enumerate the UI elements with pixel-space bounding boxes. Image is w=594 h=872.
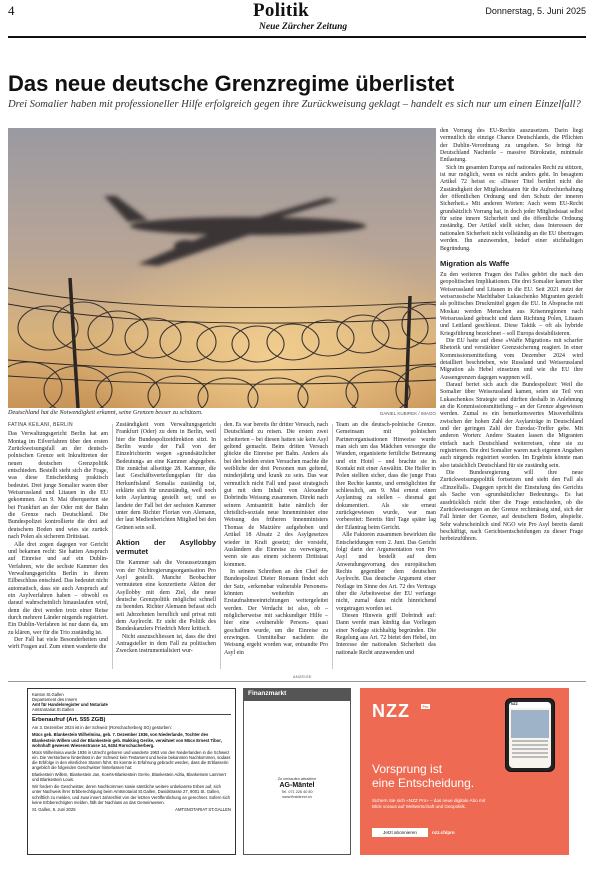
paragraph: Die Kammer sah die Voraussetzungen von der Nichtregierungsorganisation Pro Asyl gestellt. Manche Beobachter vermuteten eine konzertierte Aktion der Asyllobby mit dem Ziel, die neue deutsche Grenzpolitik möglichst schnell zu beenden. Richter Alemann befasst sich seit Jahrzehnten beruflich und privat mit dem Asylrecht. Er sieht die Politik des Bundeskanzlers Friedrich Merz kritisch.	[116, 560, 216, 633]
notice-line: Departement des Innern	[32, 697, 78, 703]
notice-person: Mücs geb. Blankestein Wilhelmina, geb. 7. Dezember 1936, von Niederlande, Tochter des Blankestein Willem und der Blankestein geb. Makking Gerike, verwitwet von Mücs Ernest Tibor, wohnhaft gewesen Wiesenstrasse 14, 9404 Rorschacherberg.	[32, 732, 222, 748]
notice-line: Kanton St.Gallen	[32, 692, 64, 697]
section-title: Politik	[253, 0, 309, 21]
masthead-rule	[8, 36, 586, 38]
subhead-migration: Migration als Waffe	[440, 258, 510, 268]
subhead-asyllobby: Aktion der Asyllobby vermutet	[116, 538, 216, 557]
paragraph: den Vorrang des EU-Rechts auszusetzen. Darin liegt vermutlich die einzige Chance Deutschlands, die Pflichten der Dublin-Verordnung zu umgehen. So bringt für Deutschland Nachteile – massive Bürokratie, minimale Entlastung.	[440, 128, 583, 164]
column-divider	[332, 424, 333, 669]
notice-text: Mücs Wilhelmina wurde 1936 in Utrecht geboren und wanderte 1963 von den Niederlanden in die Schweiz ein. Die Verstorbene hinterlässt in der Schweiz kein Testament und keine bekannten Nachkommen, sodass die Erbfolge in den elterlichen Stamm führt. Es konnte in Erfahrung gebracht werden, dass die Erblasserin angeblich die folgenden Geschwister hinterlassen hat:	[32, 749, 231, 771]
phone-text-lines	[509, 740, 551, 758]
nzz-body-text: Sichern Sie sich «NZZ Pro» – das neue digitale Abo mit Blick voraus auf Weltwirtschaft und Geopolitik.	[372, 798, 486, 809]
article-column-3	[224, 422, 328, 657]
issue-date: Donnerstag, 5. Juni 2025	[485, 6, 586, 16]
notice-title: Erbenaufruf (Art. 555 ZGB)	[32, 717, 106, 724]
notice-text: Wir fordern die Geschwister, deren Nachkommen sowie sämtliche weitere unbekannte Erben auf, sich unter Nachweis ihrer Erbberechtigung beim Amtsnotariat St.Gallen, Davidstrasse 27, 9001 St. Gallen, schriftlich zu melden, und zwar innert Jahresfrist von der letzten Veröffentlichung an gerechnet. Sofern sich keine Erbberechtigten melden, fällt der Nachlass an das Gemeinwesen.	[32, 784, 231, 805]
finanzmarkt-website[interactable]: www.firstdirect.ch	[282, 794, 312, 799]
paragraph: Die Bundesregierung will ihre neue Zurückweisungspolitik fortsetzen und sieht den Fall als «Einzelfall». Dagegen spricht die Einstufung des Gerichts als Sache von «grundsätzlicher Bedeutung». Es hat ausdrücklich nicht über die Frage entschieden, ob die Zurückweisungen an der Grenze rechtmässig sind, sich der Fall hinter der Grenze, auf deutschem Boden, abspielte. Sehr wahrscheinlich sind NGO wie Pro Asyl bereits damit beschäftigt, nach Gerichtsentscheidungen zu dieser Frage herbeizuführen.	[440, 470, 583, 543]
paragraph: Zuständigkeit vom Verwaltungsgericht Frankfurt (Oder) zu dem in Berlin, weil hier die Bundespolizeidirektion sitzt. In Berlin wurde der Fall von der Einzelrichterin wegen «grundsätzlicher Bedeutung» an eine Kammer abgegeben. Die zunächst allseitige 28. Kammer, die laut Geschäftsverteilungsplan für das Herkunftsland Somalia zuständig ist, erklärte sich für unzuständig, weil noch kein Asylantrag gestellt sei; und so landete der Fall bei der sechsten Kammer unter dem Richter Florian von Alemann, der laut Medienberichten Mitglied bei den Grünen sein soll.	[116, 422, 216, 531]
nzz-pro-ad[interactable]	[360, 688, 569, 855]
photo-credit: DANIEL KUBIREK / IMAGO	[380, 411, 436, 416]
finanzmarkt-header: Finanzmarkt	[244, 689, 350, 701]
phone-screen	[509, 702, 551, 768]
nzz-headline-line-1: Vorsprung ist	[372, 762, 443, 776]
phone-icon	[505, 698, 555, 772]
finanzmarkt-ad	[243, 688, 351, 855]
notice-line: Amtsnotariat St.Gallen	[32, 707, 74, 713]
legal-notice-ad	[27, 688, 236, 855]
paragraph: Zu den weiteren Fragen des Falles gehört die nach den geopolitischen Implikationen. Die drei Somalier kamen über Weissrussland und Litauen in die EU. Seit 2021 nutzt der weissrussische Machthaber Lukaschenko Migranten gezielt als politisches Druckmittel gegen die EU. In Absprache mit Moskau werden Menschen aus Krisenregionen nach Weissrussland gebracht und dann Richtung Polen, Litauen und Lettland geschleust. Diese Taktik – oft als hybride Kriegsführung bezeichnet – soll Europa destabilisieren.	[440, 271, 583, 337]
notice-divider	[32, 714, 231, 715]
notice-line: Amt für Handelsregister und Notariate	[32, 702, 108, 708]
photo-caption: Deutschland hat die Notwendigkeit erkannt, seine Grenzen besser zu schützen.	[8, 409, 203, 416]
page-number: 4	[8, 3, 15, 18]
airplane-fence-photo	[8, 128, 436, 408]
notice-footer	[32, 807, 231, 812]
paragraph: Alle drei zogen dagegen vor Gericht und bekamen recht: Sie hatten Anspruch auf Einreise und auf ein Dublin-Verfahren, wie die sechste Kammer des Verwaltungsgerichts Berlin in ihrem Eilbeschluss entschied. Das bedeutet nicht automatisch, dass sie auch Anspruch auf ein Asylverfahren haben – obwohl es darauf wahrscheinlich hinauslaufen wird, denn die drei werden trotz einer Reise durch mehrere Länder nirgends registriert. Ein Dublin-Verfahren ist nur dann da, um zu klären, wer für die Trio zuständig ist.	[8, 541, 108, 636]
notice-place-date: St. Gallen, 5. Juni 2025	[32, 806, 76, 812]
notice-text: Blankestein Willem, Blankestein Jan, Koerts-Blankestein Gerrie, Blankestein Adria, Blankestein Lammert und Blankestein Louis.	[32, 772, 226, 783]
finanzmarkt-intro: Zu verkaufen attraktive	[277, 777, 317, 781]
subscribe-button[interactable]: Jetzt abonnieren	[372, 828, 428, 837]
author-byline: FATINA KEILANI, BERLIN	[8, 422, 73, 428]
nzz-pro-badge: Pro	[422, 704, 429, 709]
article-headline: Das neue deutsche Grenzregime überlistet	[8, 71, 455, 96]
paragraph: Darauf beriet sich auch die Bundespolizei: Weil die Somalier über Weissrussland kamen, seien sie Teil von Lukaschenkos Strategie und dürften deshalb in Anlehnung an die Kommissionsmitteilung – an der Grenze abgewiesen werden. Zumal es ein bemerkenswertes Missverhältnis zwischen der hohen Zahl der Asylanträge in Deutschland und der geringen Zahl der Eurodac-Treffer gebe. Mit anderen Worten: Andere Staaten lassen die Migranten einfach nach Deutschland weiterreisen, ohne sie zu registrieren. Die drei Somalier waren nach eigenen Angaben auch nirgends registriert worden. Im Ergebnis könnte man also tatsächlich Deutschland für sie zuständig sein.	[440, 382, 583, 469]
newspaper-name: Neue Zürcher Zeitung	[259, 22, 348, 32]
ad-label: ANZEIGE	[293, 675, 312, 679]
nzz-logo: NZZ	[372, 701, 410, 721]
paragraph: Das Verwaltungsgericht Berlin hat am Montag im Eilverfahren über den ersten Zurückweisungsfall an der deutsch-polnischen Grenze seit Inkrafttreten der neuen deutschen Grenzpolitik entschieden. Bestellt steht sich die Frage, was diese Entscheidung praktisch bedeutet. Drei junge Somalier waren über Weissrussland und Litauen in die EU gekommen. Am 9. Mai überquerten sie bei Frankfurt an der Oder mit der Bahn die Grenze nach Deutschland. Die Bundespolizei kontrollierte die drei auf deutschem Boden und wies sie zurück nach Polen als sicherem Drittstaat.	[8, 431, 108, 541]
article-column-2	[116, 422, 216, 656]
notice-text: Am 3. Dezember 2024 ist in der Schweiz (Rorschacherberg SG) gestorben:	[32, 725, 172, 731]
paragraph: Alle Faktoren zusammen bewirkten die Entscheidungen vom 2. Juni. Das Gericht folgt darin der Argumentation von Pro Asyl und bestellt auf dem Anwendungsvorrang des europäischen Rechts gegenüber dem deutschen Asylrecht. Das deutsche Argument einer Notlage im Sinne des Art. 72 des Vertrags über die Arbeitsweise der EU verfange nicht, zumal dazu nicht hinreichend vorgetragen worden sei.	[336, 532, 436, 612]
column-divider	[112, 424, 113, 669]
paragraph: Die EU hatte auf diese «Waffe Migration» mit scharfer Rhetorik und verstärkter Grenzsicherung reagiert. In einer Kommissionsmitteilung vom Dezember 2024 wird detailliert beschrieben, wie Russland und Weissrussland Migration als Hebel einsetzen und wie die EU ihre Aussengrenzen dagegen wappnen will.	[440, 337, 583, 381]
finanzmarkt-body	[244, 777, 350, 800]
column-divider	[220, 424, 221, 669]
notice-signature: AMTSNOTARIAT ST.GALLEN	[175, 806, 231, 812]
paragraph: Sich im gesamten Europa auf nationales Recht zu stützen, ist nur möglich, wenn es nicht anders geht. In besagtem Artikel 72 heisst es: «Dieser Titel berührt nicht die Zuständigkeit der Mitgliedstaaten für die Aufrechterhaltung der öffentlichen Ordnung und den Schutz der inneren Sicherheit.» Mit anderen Worten: Auch wenn EU-Recht grundsätzlich Vorrang hat, in doch jeder Mitgliedstaat selbst für seine innere Sicherheit und die öffentliche Ordnung zuständig. Der Artikel stellt sicher, dass Interessen der nationalen Sicherheit nicht vollständig an die EU übertragen werden. Ihn anzuwenden, bedarf einer stichhaltigen Begründung.	[440, 164, 583, 252]
article-lead: Drei Somalier haben mit professioneller Hilfe erfolgreich gegen ihre Zurückweisung geklagt – handelt es sich nur um einen Einzelfall?	[8, 99, 581, 110]
paragraph: In seinem Schreiben an den Chef der Bundespolizei Dieter Romann findet sich der Satz, «erkennbar vulnerable Personen» könnten weiterhin an Erstaufnahmeeinrichtungen weitergeleitet werden. Der Verdacht ist also, ob – möglicherweise mit sachkundiger Hilfe – hier eine «vulnerable Person» quasi geschaffen wurde, um die Einreise zu erzwingen. Unmittelbar nachdem die Weisung ergeht worden war, entsandte Pro Asyl ein	[224, 568, 328, 656]
paragraph: Team an die deutsch-polnische Grenze. Gemeinsam mit polnischen Partnerorganisationen Hinweise wurde man sich um das Mädchen versorgte die Wunden, organisierte fertiliche Betreuung und ein Hotel – und brachte sie in Kontakt mit einer Anwältin. Die Helfer in Polen stellten sicher, dass die junge Frau ihre Rechte kannte, und ermöglichten ihr schliesslich, am 9. Mai erneut einen Asylantrag zu stellen – diesmal gut dokumentiert. Als sie erneut zurückgewiesen wurde, war man vorbereitet: Bereits fünf Tage später lag der Eilantrag beim Gericht.	[336, 422, 436, 531]
nzz-headline	[372, 762, 474, 790]
finanzmarkt-product: AG-Mäntel	[279, 782, 315, 789]
nzz-headline-line-2: eine Entscheidung.	[372, 776, 475, 790]
paragraph: Nicht auszuschliessen ist, dass die drei Antragsteller in dem Fall zu politischen Zwecken instrumentalisiert wur-	[116, 633, 216, 655]
phone-image	[511, 710, 549, 738]
article-column-4	[336, 422, 436, 657]
ad-rule	[8, 681, 586, 682]
paragraph: Der Fall hat viele Besonderheiten und wirft Fragen auf. Zum einen wanderte die	[8, 636, 108, 651]
phone-logo: NZZ	[509, 702, 551, 708]
paragraph: Diesen Hinweis griff Dobrindt auf: Dann werde man künftig das Vorliegen einer Notlage stichhaltig begründen. Die Regelung aus Art. 72 bietet den Hebel, im Interesse der nationalen Sicherheit das nationale Recht anzuwenden und	[336, 612, 436, 656]
finanzmarkt-phone: Tel. 071 226 40 80	[281, 790, 313, 794]
nzz-url-link[interactable]: nzz.ch/pro	[432, 830, 455, 835]
paragraph: den. Es war bereits ihr dritter Versuch, nach Deutschland zu reisen. Die ersten zwei scheiterten – bei diesen hatten sie kein Asyl geltend gemacht. Beim dritten Versuch glückte die Einreise per Bahn. Anders als bei den beiden ersten Versuchen machte die weibliche der drei Personen nun geltend, minderjährig und krank zu sein. Das war vermutlich nicht Fall und passt strategisch gut mit dem Inhalt von Alexander Dobrindts Weisung zusammen. Direkt nach seinem Amtsantritt hatte nämlich der christlich-soziale neue Innenminister eine Weisung des früheren Innenministers Thomas de Maizière aufgehoben und Artikel 18 Absatz 2 des Asylgesetzes wieder in Kraft gesetzt; der vorsieht, Ausländern die Einreise zu verweigern, wenn sie aus einem sicheren Drittstaat kommen.	[224, 422, 328, 568]
article-photo	[8, 128, 436, 408]
article-column-right	[440, 128, 583, 544]
article-column-1	[8, 422, 108, 652]
